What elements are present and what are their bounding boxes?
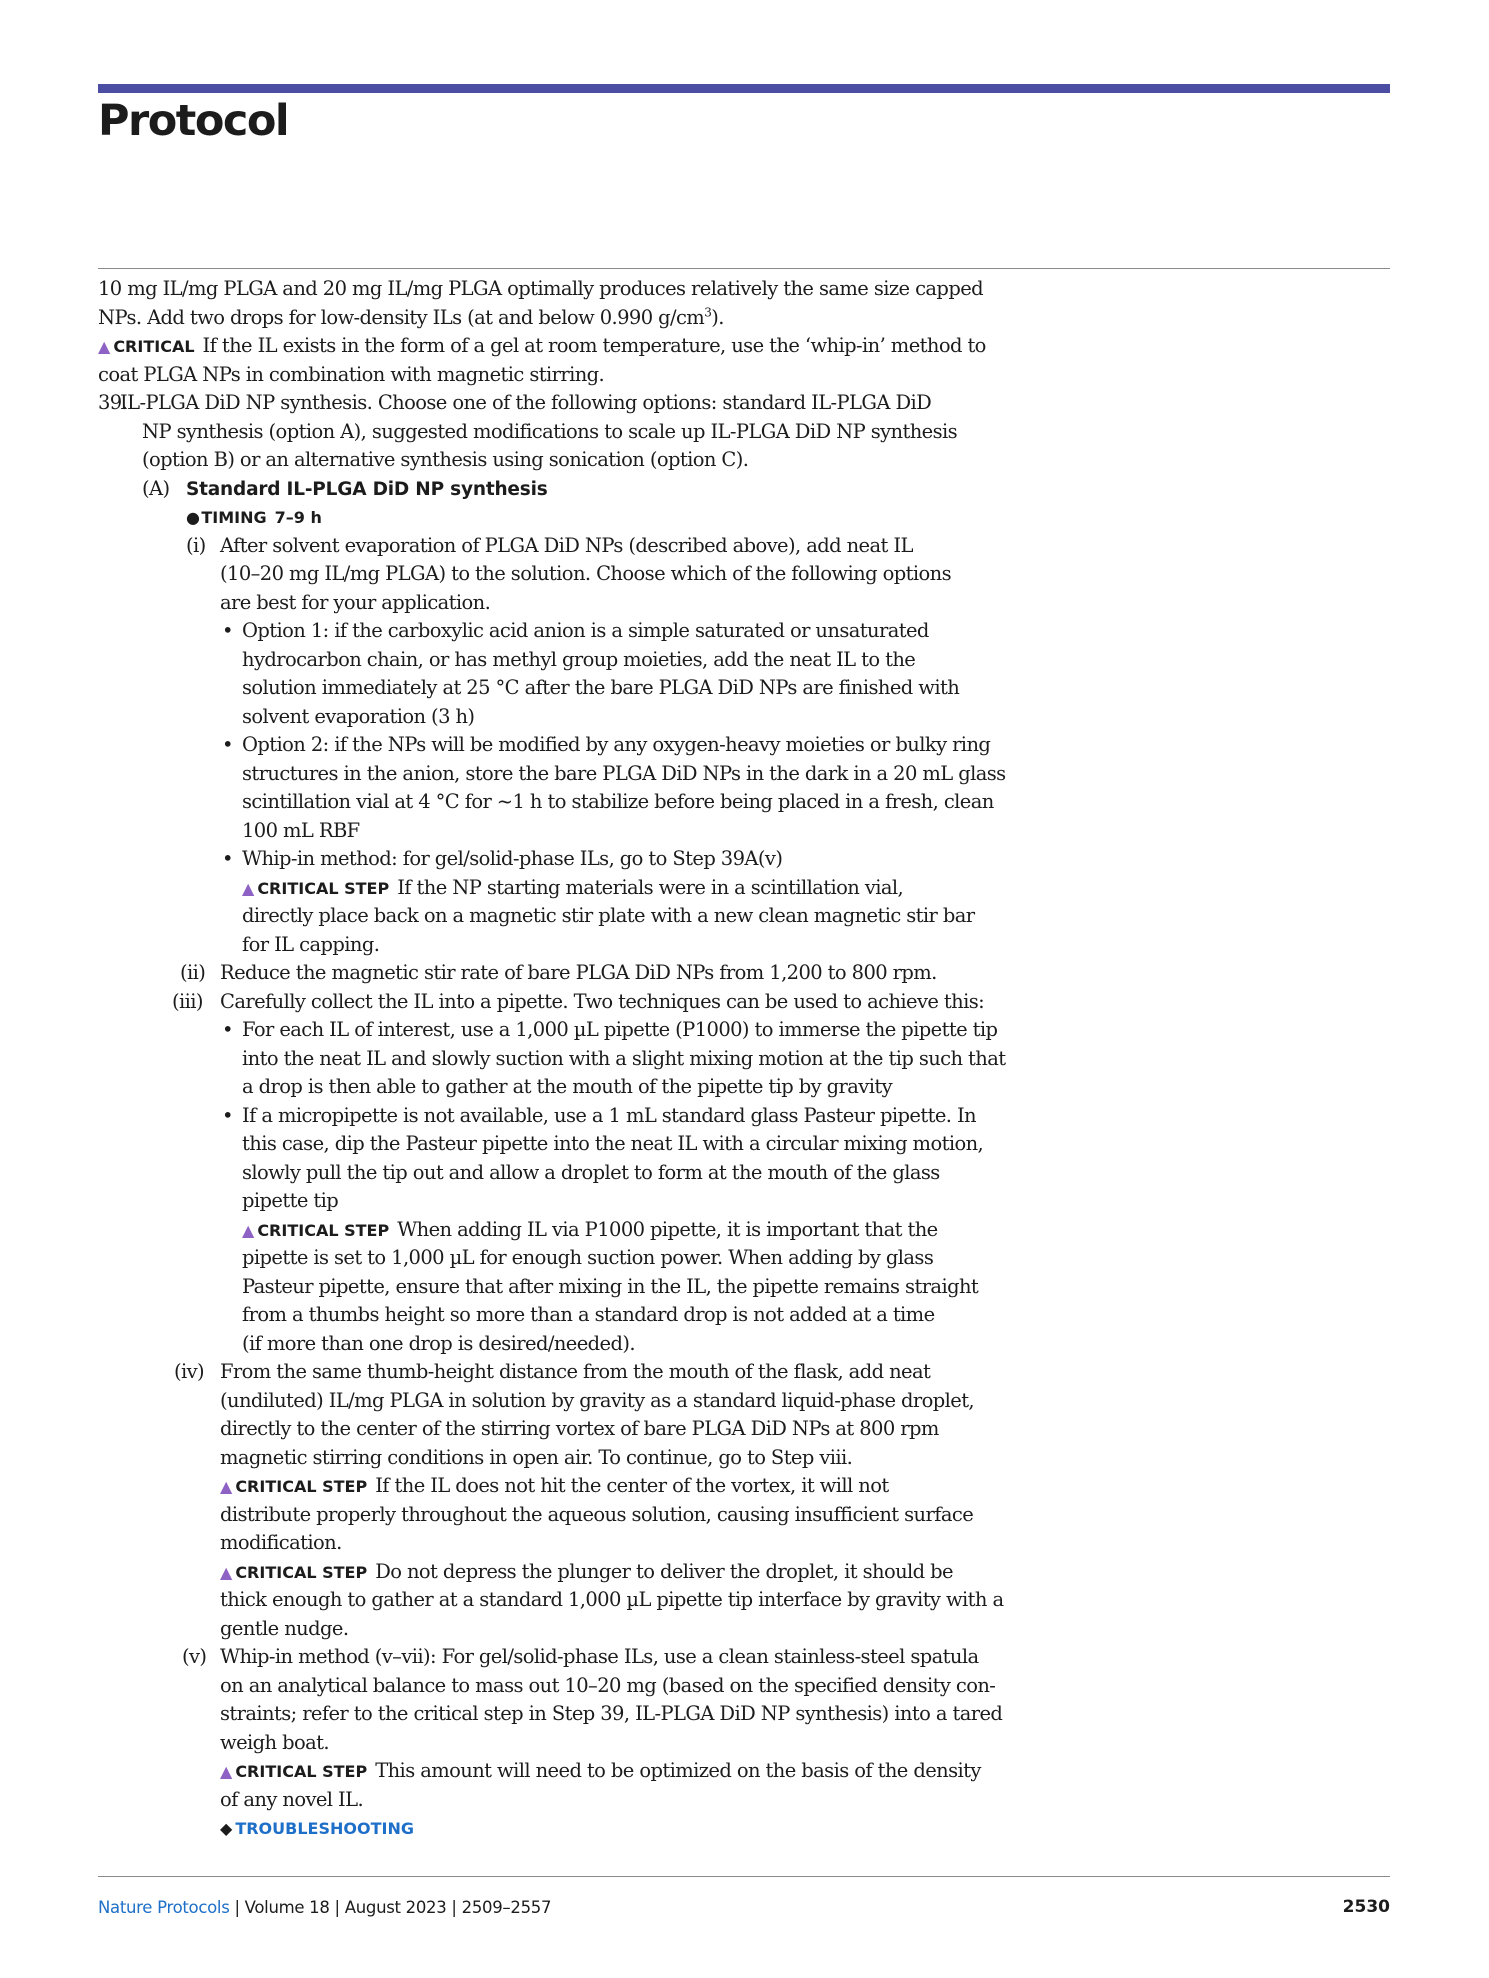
critical-step: ▲ CRITICAL STEP If the NP starting materials were in a scintillation vial,	[242, 875, 904, 899]
step-v-line: weigh boat.	[220, 1730, 329, 1754]
step-i: (i) After solvent evaporation of PLGA DiD NPs (described above), add neat IL	[186, 533, 913, 557]
footer-divider	[98, 1876, 1390, 1877]
bullet-line: solution immediately at 25 °C after the bare PLGA DiD NPs are finished with	[242, 676, 960, 699]
critical-step: ▲ CRITICAL STEP When adding IL via P1000 pipette, it is important that the	[242, 1217, 938, 1241]
step-39-line: (option B) or an alternative synthesis using sonication (option C).	[142, 448, 749, 471]
step-iv-line: magnetic stirring conditions in open air. To continue, go to Step viii.	[220, 1445, 853, 1469]
intro-line: 10 mg IL/mg PLGA and 20 mg IL/mg PLGA optimally produces relatively the same size capped	[98, 277, 984, 300]
bullet-line: into the neat IL and slowly suction with a slight mixing motion at the tip such that	[242, 1046, 1006, 1070]
critical-triangle-icon: ▲	[242, 1220, 255, 1240]
diamond-icon: ◆	[220, 1819, 233, 1838]
critical-triangle-icon: ▲	[220, 1562, 233, 1582]
step-ii: (ii) Reduce the magnetic stir rate of bare PLGA DiD NPs from 1,200 to 800 rpm.	[180, 961, 937, 984]
bullet-line: a drop is then able to gather at the mouth of the pipette tip by gravity	[242, 1075, 893, 1098]
bullet-line: hydrocarbon chain, or has methyl group moieties, add the neat IL to the	[242, 647, 916, 671]
bullet-line: scintillation vial at 4 °C for ~1 h to stabilize before being placed in a fresh, clean	[242, 790, 994, 813]
critical-step-line: directly place back on a magnetic stir plate with a new clean magnetic stir bar	[242, 904, 975, 927]
critical-step-line: thick enough to gather at a standard 1,000 µL pipette tip interface by gravity with a	[220, 1588, 1004, 1611]
bullet-item: • Option 2: if the NPs will be modified by any oxygen-heavy moieties or bulky ring	[222, 733, 991, 756]
bullet-line: pipette tip	[242, 1189, 339, 1212]
critical-step-line: modification.	[220, 1531, 342, 1554]
critical-note-line: coat PLGA NPs in combination with magnetic stirring.	[98, 362, 605, 386]
step-39-line: NP synthesis (option A), suggested modifications to scale up IL-PLGA DiD NP synthesis	[142, 419, 958, 443]
bullet-item: • If a micropipette is not available, use a 1 mL standard glass Pasteur pipette. In	[222, 1103, 977, 1127]
critical-step-line: Pasteur pipette, ensure that after mixing in the IL, the pipette remains straight	[242, 1274, 979, 1298]
troubleshooting-link[interactable]: ◆ TROUBLESHOOTING	[220, 1819, 414, 1838]
critical-step: ▲ CRITICAL STEP Do not depress the plunger to deliver the droplet, it should be	[220, 1559, 953, 1583]
step-iv: (iv) From the same thumb-height distance from the mouth of the flask, add neat	[174, 1360, 931, 1383]
critical-step-line: from a thumbs height so more than a standard drop is not added at a time	[242, 1303, 935, 1326]
critical-step-line: (if more than one drop is desired/needed).	[242, 1331, 635, 1355]
critical-step-line: of any novel IL.	[220, 1787, 364, 1811]
critical-note: ▲ CRITICAL If the IL exists in the form of a gel at room temperature, use the ‘whip-in’ method to	[98, 334, 986, 357]
header-divider	[98, 268, 1390, 269]
critical-step: ▲ CRITICAL STEP If the IL does not hit the center of the vortex, it will not	[220, 1474, 889, 1497]
article-body	[98, 275, 1068, 1843]
header-accent-bar	[98, 84, 1390, 93]
step-iii: (iii) Carefully collect the IL into a pipette. Two techniques can be used to achieve this:	[172, 989, 985, 1013]
footer-citation: Nature Protocols | Volume 18 | August 2023 | 2509–2557	[98, 1898, 552, 1917]
step-iv-line: directly to the center of the stirring vortex of bare PLGA DiD NPs at 800 rpm	[220, 1417, 939, 1440]
intro-line: NPs. Add two drops for low-density ILs (at and below 0.990 $g/cm^3$).	[98, 305, 724, 329]
critical-step: ▲ CRITICAL STEP This amount will need to be optimized on the basis of the density	[220, 1759, 981, 1782]
critical-step-line: pipette is set to 1,000 µL for enough suction power. When adding by glass	[242, 1246, 934, 1269]
option-a-heading: (A) Standard IL-PLGA DiD NP synthesis	[142, 476, 548, 500]
critical-step-line: gentle nudge.	[220, 1616, 349, 1640]
journal-link[interactable]: Nature Protocols	[98, 1898, 230, 1917]
step-v-line: on an analytical balance to mass out 10–20 mg (based on the specified density con-	[220, 1673, 996, 1697]
bullet-line: this case, dip the Pasteur pipette into the neat IL with a circular mixing motion,	[242, 1132, 984, 1155]
page-title: Protocol	[98, 96, 289, 146]
timing-line: ● TIMING 7–9 h	[186, 508, 322, 527]
bullet-line: structures in the anion, store the bare PLGA DiD NPs in the dark in a 20 mL glass	[242, 761, 1006, 785]
step-v: (v) Whip-in method (v–vii): For gel/solid-phase ILs, use a clean stainless-steel spatula	[182, 1645, 979, 1668]
bullet-item: • For each IL of interest, use a 1,000 µL pipette (P1000) to immerse the pipette tip	[222, 1018, 998, 1041]
step-i-line: are best for your application.	[220, 590, 491, 614]
critical-triangle-icon: ▲	[98, 337, 111, 356]
step-iv-line: (undiluted) IL/mg PLGA in solution by gravity as a standard liquid-phase droplet,	[220, 1388, 975, 1412]
critical-triangle-icon: ▲	[242, 878, 255, 898]
timing-dot-icon: ●	[186, 508, 200, 527]
page-number: 2530	[1342, 1897, 1390, 1917]
bullet-line: slowly pull the tip out and allow a droplet to form at the mouth of the glass	[242, 1160, 940, 1184]
critical-triangle-icon: ▲	[220, 1477, 233, 1496]
critical-step-line: distribute properly throughout the aqueous solution, causing insufficient surface	[220, 1502, 974, 1526]
step-i-line: (10–20 mg IL/mg PLGA) to the solution. Choose which of the following options	[220, 562, 952, 585]
critical-triangle-icon: ▲	[220, 1762, 233, 1781]
bullet-item: • Option 1: if the carboxylic acid anion is a simple saturated or unsaturated	[222, 619, 929, 642]
bullet-item: • Whip-in method: for gel/solid-phase ILs, go to Step 39A(v)	[222, 847, 783, 870]
step-v-line: straints; refer to the critical step in Step 39, IL-PLGA DiD NP synthesis) into a tared	[220, 1702, 1003, 1725]
step-39: 39. IL-PLGA DiD NP synthesis. Choose one of the following options: standard IL-PLGA DiD	[98, 391, 932, 414]
critical-step-line: for IL capping.	[242, 932, 380, 956]
bullet-line: 100 mL RBF	[242, 818, 360, 842]
bullet-line: solvent evaporation (3 h)	[242, 704, 475, 728]
